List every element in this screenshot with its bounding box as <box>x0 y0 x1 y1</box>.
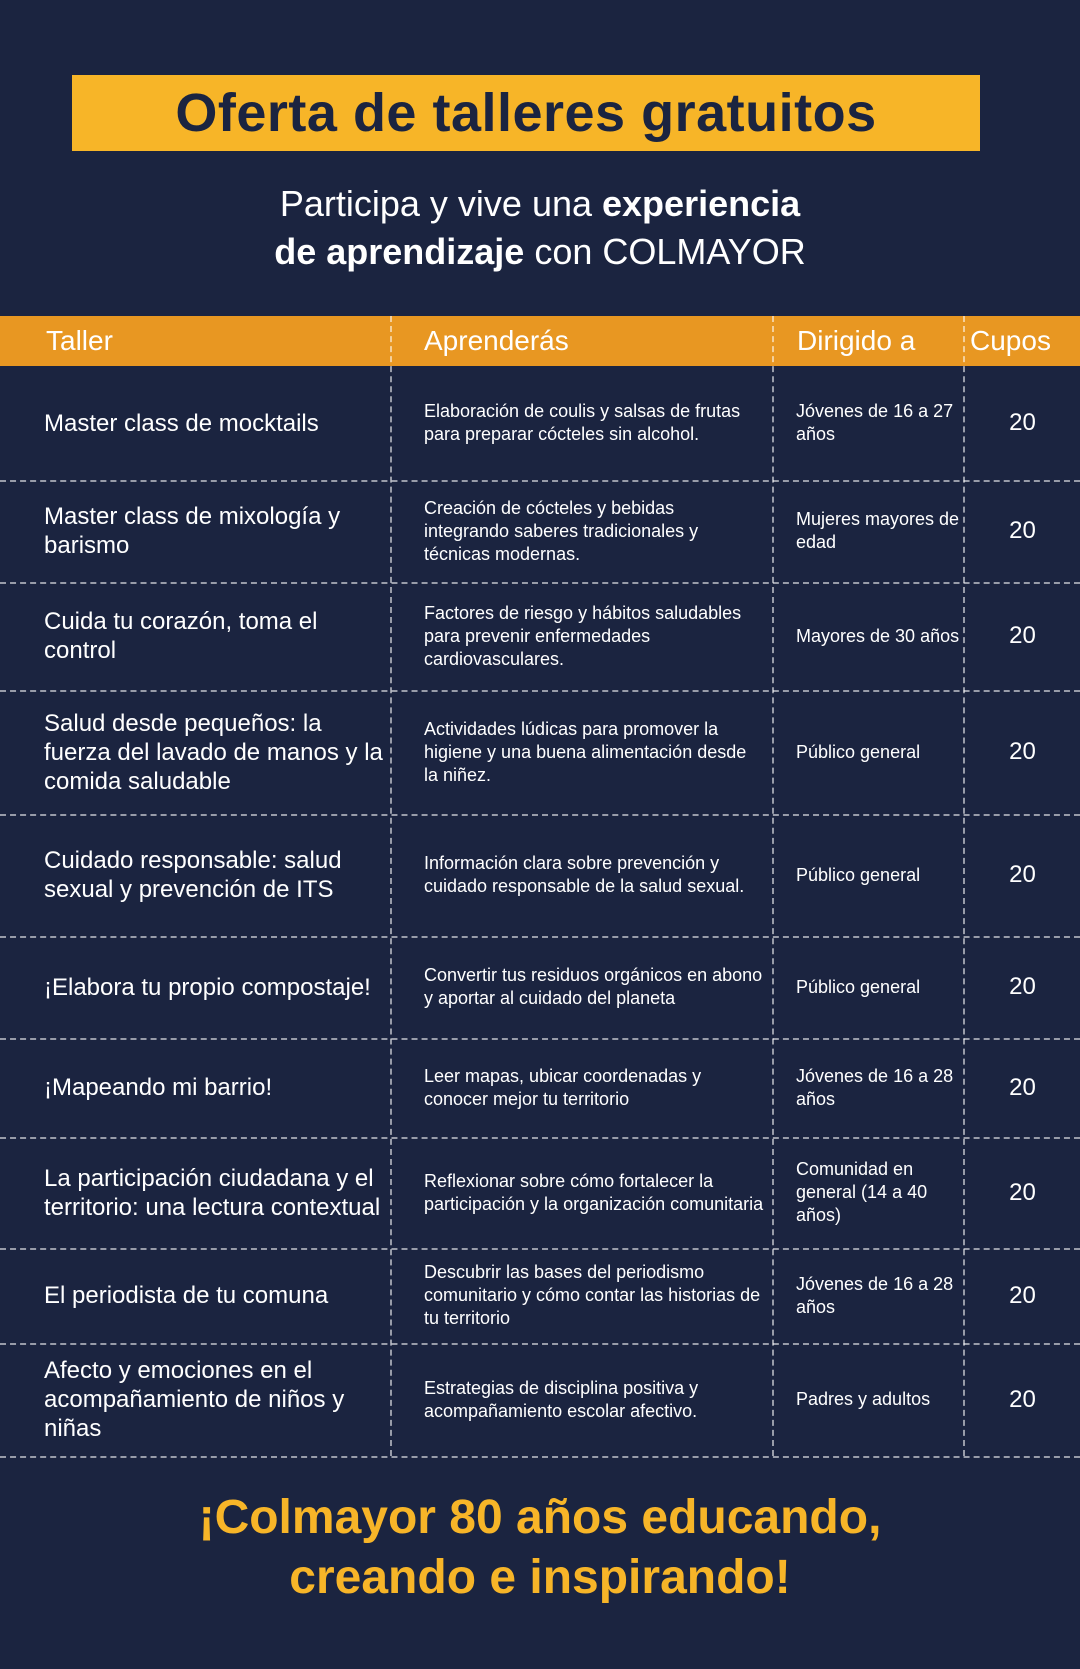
row-taller-cell <box>44 814 384 936</box>
row-taller: El periodista de tu comuna <box>44 1282 329 1309</box>
header-dirigido: Dirigido a <box>797 325 916 356</box>
row-dirigido-cell <box>796 1038 961 1137</box>
row-aprenderas: Elaboración de coulis y salsas de frutas para preparar cócteles sin alcohol. <box>424 401 741 444</box>
row-dirigido: Jóvenes de 16 a 27 años <box>796 401 954 444</box>
row-taller-cell <box>44 1343 384 1456</box>
subtitle-line-2 <box>0 228 1080 276</box>
row-cupos: 20 <box>1009 1073 1036 1101</box>
table-row <box>0 582 1080 690</box>
table-header <box>0 316 1080 366</box>
row-cupos-cell <box>965 1248 1080 1343</box>
row-dirigido: Público general <box>796 976 921 997</box>
row-cupos: 20 <box>1009 1281 1036 1309</box>
row-aprenderas: Descubrir las bases del periodismo comunitario y cómo contar las historias de tu territorio <box>424 1262 761 1328</box>
table-row <box>0 1248 1080 1343</box>
row-aprenderas: Creación de cócteles y bebidas integrando saberes tradicionales y técnicas modernas. <box>424 497 699 564</box>
row-cupos-cell <box>965 366 1080 480</box>
row-taller-cell <box>44 582 384 690</box>
header-aprenderas: Aprenderás <box>424 325 569 356</box>
row-cupos-cell <box>965 814 1080 936</box>
row-dirigido: Jóvenes de 16 a 28 años <box>796 1273 954 1317</box>
row-dirigido: Comunidad en general (14 a 40 años) <box>796 1159 928 1225</box>
subtitle-line2-bold: de aprendizaje <box>274 231 525 272</box>
row-aprenderas-cell <box>424 1343 764 1456</box>
row-taller: Master class de mocktails <box>44 409 319 437</box>
row-cupos-cell <box>965 936 1080 1038</box>
table-row <box>0 936 1080 1038</box>
row-cupos: 20 <box>1009 1178 1036 1206</box>
row-taller: Cuida tu corazón, toma el control <box>44 608 318 664</box>
row-dirigido: Público general <box>796 741 921 762</box>
row-taller-cell <box>44 690 384 814</box>
row-aprenderas-cell <box>424 1038 764 1137</box>
row-taller: Cuidado responsable: salud sexual y prevención de ITS <box>44 847 342 903</box>
row-dirigido-cell <box>796 690 961 814</box>
row-dirigido: Padres y adultos <box>796 1389 931 1409</box>
footer-line-1: ¡Colmayor 80 años educando, <box>198 1491 882 1544</box>
table-row <box>0 1038 1080 1137</box>
subtitle <box>0 180 1080 276</box>
row-dirigido-cell <box>796 582 961 690</box>
row-divider <box>0 1456 1080 1458</box>
row-aprenderas-cell <box>424 1248 764 1343</box>
row-cupos: 20 <box>1009 517 1036 544</box>
table-row <box>0 480 1080 582</box>
subtitle-line1-regular: Participa y vive una <box>279 183 603 224</box>
row-dirigido: Jóvenes de 16 a 28 años <box>796 1065 954 1109</box>
row-aprenderas-cell <box>424 582 764 690</box>
row-dirigido: Mayores de 30 años <box>796 625 960 646</box>
row-cupos: 20 <box>1009 1385 1036 1413</box>
row-dirigido-cell <box>796 480 961 582</box>
row-cupos: 20 <box>1009 973 1036 1000</box>
footer-slogan <box>0 1488 1080 1608</box>
row-cupos: 20 <box>1009 861 1036 888</box>
row-dirigido-cell <box>796 814 961 936</box>
row-cupos-cell <box>965 582 1080 690</box>
row-aprenderas: Información clara sobre prevención y cuidado responsable de la salud sexual. <box>424 853 745 896</box>
header-cupos: Cupos <box>970 325 1051 356</box>
row-aprenderas-cell <box>424 936 764 1038</box>
title-banner <box>72 75 980 151</box>
row-aprenderas-cell <box>424 1137 764 1248</box>
subtitle-line-1 <box>0 180 1080 228</box>
row-cupos: 20 <box>1009 738 1036 765</box>
table-row <box>0 1137 1080 1248</box>
header-taller: Taller <box>46 325 113 356</box>
table-row <box>0 814 1080 936</box>
subtitle-line1-bold: experiencia <box>602 183 801 224</box>
row-aprenderas: Factores de riesgo y hábitos saludables para prevenir enfermedades cardiovasculares. <box>424 602 742 669</box>
row-cupos-cell <box>965 1137 1080 1248</box>
row-taller: La participación ciudadana y el territorio: una lectura contextual <box>44 1164 381 1221</box>
row-dirigido: Público general <box>796 864 921 885</box>
row-taller: Afecto y emociones en el acompañamiento de niños y niñas <box>44 1357 345 1442</box>
row-aprenderas: Actividades lúdicas para promover la higiene y una buena alimentación desde la niñez. <box>424 718 747 785</box>
row-taller-cell <box>44 1137 384 1248</box>
row-taller: Salud desde pequeños: la fuerza del lavado de manos y la comida saludable <box>44 709 383 795</box>
row-cupos-cell <box>965 690 1080 814</box>
row-dirigido-cell <box>796 366 961 480</box>
row-taller: Master class de mixología y barismo <box>44 503 341 559</box>
row-dirigido-cell <box>796 1137 961 1248</box>
row-cupos-cell <box>965 1343 1080 1456</box>
table-row <box>0 366 1080 480</box>
row-taller: ¡Mapeando mi barrio! <box>44 1074 273 1101</box>
row-dirigido: Mujeres mayores de edad <box>796 509 960 552</box>
row-dirigido-cell <box>796 1343 961 1456</box>
subtitle-line2-regular: con COLMAYOR <box>524 231 806 272</box>
row-taller-cell <box>44 1248 384 1343</box>
row-aprenderas: Convertir tus residuos orgánicos en abono y aportar al cuidado del planeta <box>424 965 763 1008</box>
row-taller-cell <box>44 366 384 480</box>
row-cupos-cell <box>965 1038 1080 1137</box>
row-aprenderas: Estrategias de disciplina positiva y acompañamiento escolar afectivo. <box>424 1377 699 1421</box>
footer-line-2: creando e inspirando! <box>289 1551 791 1604</box>
row-aprenderas-cell <box>424 690 764 814</box>
row-taller-cell <box>44 936 384 1038</box>
row-aprenderas: Reflexionar sobre cómo fortalecer la participación y la organización comunitaria <box>424 1170 764 1214</box>
row-taller: ¡Elabora tu propio compostaje! <box>44 973 371 1001</box>
row-taller-cell <box>44 480 384 582</box>
row-aprenderas-cell <box>424 366 764 480</box>
row-dirigido-cell <box>796 936 961 1038</box>
row-cupos: 20 <box>1009 409 1036 436</box>
row-aprenderas-cell <box>424 814 764 936</box>
row-taller-cell <box>44 1038 384 1137</box>
table-row <box>0 690 1080 814</box>
table-row <box>0 1343 1080 1456</box>
row-dirigido-cell <box>796 1248 961 1343</box>
row-cupos-cell <box>965 480 1080 582</box>
row-cupos: 20 <box>1009 622 1036 649</box>
row-aprenderas: Leer mapas, ubicar coordenadas y conocer mejor tu territorio <box>424 1065 702 1109</box>
row-aprenderas-cell <box>424 480 764 582</box>
page-title: Oferta de talleres gratuitos <box>175 83 877 143</box>
